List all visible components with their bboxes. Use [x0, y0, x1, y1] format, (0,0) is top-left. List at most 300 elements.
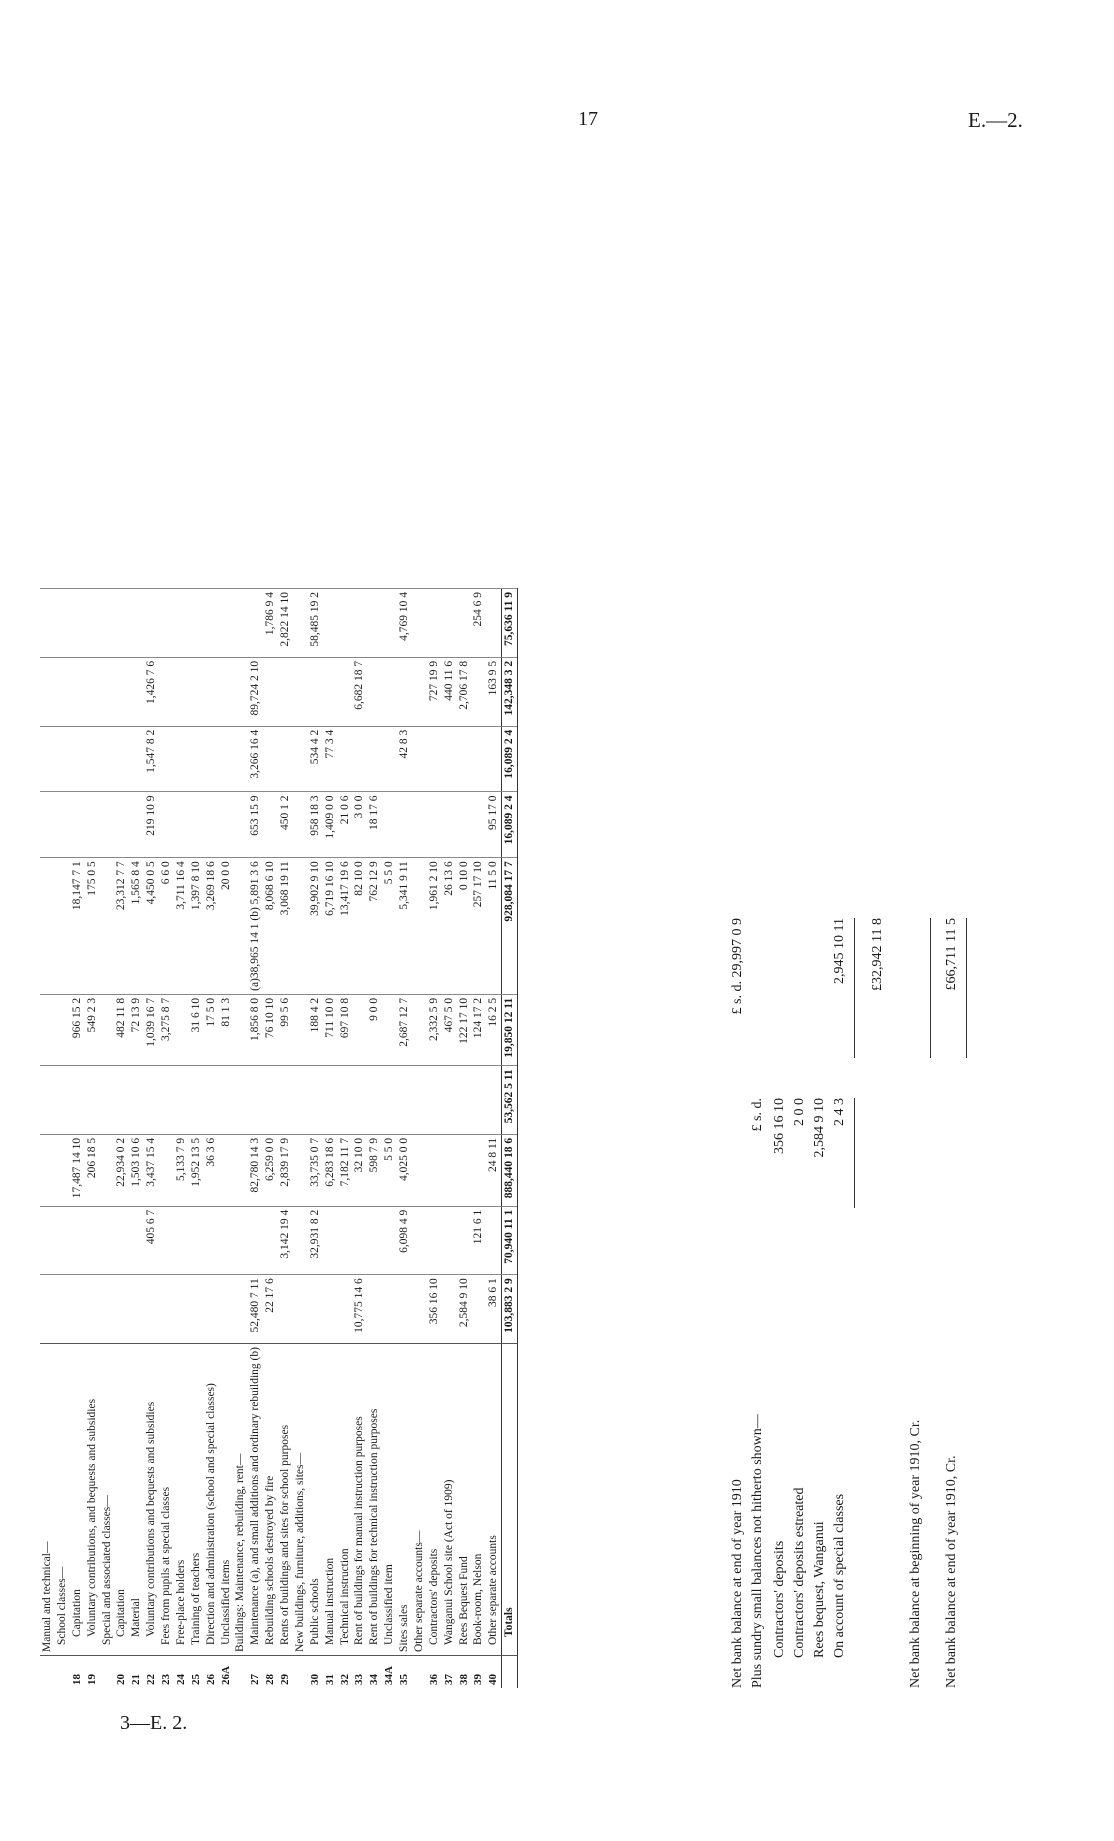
amount-cell: 163 9 5 — [486, 657, 501, 726]
amount-cell — [70, 657, 85, 726]
amount-cell — [323, 657, 338, 726]
amount-cell — [382, 1275, 397, 1344]
amount-cell — [219, 589, 234, 658]
row-description: Book-room, Nelson — [471, 1344, 486, 1656]
amount-cell — [189, 1275, 204, 1344]
amount-cell — [367, 657, 382, 726]
amount-cell — [159, 589, 174, 658]
amount-cell: 966 15 2 — [70, 994, 85, 1066]
table-row — [293, 589, 308, 1689]
amount-cell: 82 10 0 — [352, 858, 367, 995]
balance-amount-total: £32,942 11 8 — [870, 918, 885, 991]
amount-cell — [219, 1206, 234, 1274]
amount-cell — [442, 589, 457, 658]
amount-cell: 2,706 17 8 — [457, 657, 472, 726]
amount-cell: 1,426 7 6 — [144, 657, 159, 726]
amount-cell: 82,780 14 3 — [248, 1134, 263, 1206]
balance-amount-total: £66,711 11 5 — [944, 918, 959, 991]
amount-cell — [248, 1206, 263, 1274]
amount-cell — [278, 1275, 293, 1344]
amount-cell — [338, 589, 353, 658]
amount-cell: 3,266 16 4 — [248, 726, 263, 792]
amount-cell: 13,417 19 6 — [338, 858, 353, 995]
row-description: Contractors' deposits — [427, 1344, 442, 1656]
amount-cell: 1,409 0 0 — [323, 792, 338, 858]
amount-cell — [382, 589, 397, 658]
amount-cell — [100, 1275, 115, 1344]
amount-cell — [397, 657, 412, 726]
table-row — [278, 589, 293, 1689]
amount-cell — [308, 1275, 323, 1344]
amount-cell — [55, 589, 70, 658]
amount-cell — [412, 657, 427, 726]
amount-cell — [40, 1206, 55, 1274]
amount-cell — [100, 994, 115, 1066]
amount-cell: 36 3 6 — [204, 1134, 219, 1206]
table-row — [263, 589, 278, 1689]
amount-cell: 6,283 18 6 — [323, 1134, 338, 1206]
row-description: Other separate accounts — [486, 1344, 501, 1656]
amount-cell — [189, 1206, 204, 1274]
row-number: 18 — [70, 1656, 85, 1688]
amount-cell: 16,089 2 4 — [502, 792, 518, 858]
table-row — [338, 589, 353, 1689]
amount-cell — [114, 726, 129, 792]
amount-cell: 6,098 4 9 — [397, 1206, 412, 1274]
amount-cell — [457, 726, 472, 792]
amount-cell: 53,562 5 11 — [502, 1066, 518, 1134]
amount-cell — [55, 1066, 70, 1134]
amount-cell: 11 5 0 — [486, 858, 501, 995]
amount-cell — [40, 657, 55, 726]
amount-cell: 2,822 14 10 — [278, 589, 293, 658]
table-row — [442, 589, 457, 1689]
amount-cell: 72 13 9 — [129, 994, 144, 1066]
amount-cell: 6,682 18 7 — [352, 657, 367, 726]
amount-cell — [114, 657, 129, 726]
row-description: Rent of buildings for technical instruction purposes — [367, 1344, 382, 1656]
row-number: 25 — [189, 1656, 204, 1688]
amount-cell — [427, 1206, 442, 1274]
amount-cell — [367, 726, 382, 792]
amount-cell: 1,961 2 10 — [427, 858, 442, 995]
amount-cell — [174, 1206, 189, 1274]
amount-cell: 467 5 0 — [442, 994, 457, 1066]
amount-cell — [486, 1206, 501, 1274]
summary-rule — [854, 1098, 855, 1208]
amount-cell — [352, 726, 367, 792]
amount-cell: 206 18 5 — [85, 1134, 100, 1206]
amount-cell — [263, 657, 278, 726]
amount-cell: 26 13 6 — [442, 858, 457, 995]
row-number: 19 — [85, 1656, 100, 1688]
amount-cell: 2,687 12 7 — [397, 994, 412, 1066]
amount-cell: 1,397 8 10 — [189, 858, 204, 995]
amount-cell — [367, 1275, 382, 1344]
amount-cell — [219, 1066, 234, 1134]
table-row — [412, 589, 427, 1689]
amount-cell — [278, 1066, 293, 1134]
row-number: 21 — [129, 1656, 144, 1688]
amount-cell — [159, 792, 174, 858]
amount-cell — [40, 1134, 55, 1206]
amount-cell — [189, 726, 204, 792]
amount-cell — [219, 726, 234, 792]
amount-cell — [40, 1275, 55, 1344]
amount-cell — [233, 1066, 248, 1134]
amount-cell: 3,437 15 4 — [144, 1134, 159, 1206]
amount-cell — [219, 1134, 234, 1206]
table-row — [397, 589, 412, 1689]
amount-cell — [323, 1066, 338, 1134]
amount-cell — [293, 1066, 308, 1134]
amount-cell — [471, 657, 486, 726]
row-description: Other separate accounts— — [412, 1344, 427, 1656]
table-row — [159, 589, 174, 1689]
amount-cell — [442, 1275, 457, 1344]
amount-cell — [40, 858, 55, 995]
amount-cell — [55, 1206, 70, 1274]
amount-cell — [40, 792, 55, 858]
row-description: Free-place holders — [174, 1344, 189, 1656]
amount-cell — [293, 1134, 308, 1206]
amount-cell — [278, 726, 293, 792]
table-row — [502, 589, 518, 1689]
amount-cell — [204, 657, 219, 726]
amount-cell: 5,133 7 9 — [174, 1134, 189, 1206]
amount-cell: 1,039 16 7 — [144, 994, 159, 1066]
amount-cell: 1,503 10 6 — [129, 1134, 144, 1206]
row-number: 24 — [174, 1656, 189, 1688]
amount-cell — [323, 1275, 338, 1344]
amount-cell — [189, 657, 204, 726]
amount-cell — [55, 726, 70, 792]
amount-cell: 122 17 10 — [457, 994, 472, 1066]
amount-cell — [352, 589, 367, 658]
amount-cell — [308, 1066, 323, 1134]
amount-cell — [397, 1275, 412, 1344]
amount-cell — [457, 792, 472, 858]
amount-cell — [442, 1206, 457, 1274]
balance-label: Net bank balance at end of year 1910 — [730, 1479, 745, 1688]
table-row — [308, 589, 323, 1689]
amount-cell — [486, 726, 501, 792]
amount-cell: 142,348 3 2 — [502, 657, 518, 726]
amount-cell: 19,850 12 11 — [502, 994, 518, 1066]
amount-cell: 17 5 0 — [204, 994, 219, 1066]
amount-cell: 124 17 2 — [471, 994, 486, 1066]
amount-cell — [204, 1066, 219, 1134]
row-description: Wanganui School site (Act of 1909) — [442, 1344, 457, 1656]
amount-cell: 23,312 7 7 — [114, 858, 129, 995]
table-row — [367, 589, 382, 1689]
amount-cell — [412, 1206, 427, 1274]
amount-cell: 1,952 13 5 — [189, 1134, 204, 1206]
amount-cell: 549 2 3 — [85, 994, 100, 1066]
amount-cell: 32,931 8 2 — [308, 1206, 323, 1274]
row-number: 26A — [219, 1656, 234, 1688]
amount-cell: 440 11 6 — [442, 657, 457, 726]
row-description: Technical instruction — [338, 1344, 353, 1656]
amount-cell — [40, 589, 55, 658]
amount-cell — [233, 1275, 248, 1344]
table-row — [174, 589, 189, 1689]
amount-cell — [442, 792, 457, 858]
row-description: Rebuilding schools destroyed by fire — [263, 1344, 278, 1656]
amount-cell: 219 10 9 — [144, 792, 159, 858]
amount-cell: 482 11 8 — [114, 994, 129, 1066]
amount-cell — [174, 589, 189, 658]
amount-cell — [367, 589, 382, 658]
row-number: 29 — [278, 1656, 293, 1688]
amount-cell — [233, 1134, 248, 1206]
amount-cell: 5 5 0 — [382, 1134, 397, 1206]
row-description: Fees from pupils at special classes — [159, 1344, 174, 1656]
table-row — [85, 589, 100, 1689]
amount-cell: 5 5 0 — [382, 858, 397, 995]
amount-cell — [100, 589, 115, 658]
amount-cell — [412, 726, 427, 792]
amount-cell — [412, 1134, 427, 1206]
amount-cell — [442, 1066, 457, 1134]
amount-cell — [471, 1134, 486, 1206]
amount-cell — [338, 1066, 353, 1134]
ledger-body — [40, 589, 518, 1689]
balance-amount-total: £ s. d. 29,997 0 9 — [730, 918, 745, 1015]
amount-cell: 2,839 17 9 — [278, 1134, 293, 1206]
amount-cell — [129, 589, 144, 658]
table-row — [427, 589, 442, 1689]
amount-cell — [367, 1066, 382, 1134]
balance-label: Rees bequest, Wanganui — [812, 1521, 827, 1658]
amount-cell — [114, 792, 129, 858]
amount-cell: 175 0 5 — [85, 858, 100, 995]
table-row — [323, 589, 338, 1689]
amount-cell — [457, 1066, 472, 1134]
amount-cell: 3,711 16 4 — [174, 858, 189, 995]
amount-cell: 39,902 9 10 — [308, 858, 323, 995]
amount-cell: 7,182 11 7 — [338, 1134, 353, 1206]
amount-cell — [457, 1134, 472, 1206]
amount-cell: 95 17 0 — [486, 792, 501, 858]
amount-cell — [293, 726, 308, 792]
row-number — [502, 1656, 518, 1688]
amount-cell — [263, 1066, 278, 1134]
amount-cell: 16 2 5 — [486, 994, 501, 1066]
amount-cell — [367, 1206, 382, 1274]
row-number: 30 — [308, 1656, 323, 1688]
amount-cell — [471, 726, 486, 792]
row-description: School classes— — [55, 1344, 70, 1656]
amount-cell — [70, 1066, 85, 1134]
amount-cell — [338, 726, 353, 792]
amount-cell — [442, 1134, 457, 1206]
row-number: 34A — [382, 1656, 397, 1688]
amount-cell — [486, 1066, 501, 1134]
amount-cell: 32 10 0 — [352, 1134, 367, 1206]
amount-cell: 70,940 11 1 — [502, 1206, 518, 1274]
row-number: 33 — [352, 1656, 367, 1688]
amount-cell: 450 1 2 — [278, 792, 293, 858]
table-row — [129, 589, 144, 1689]
row-number: 31 — [323, 1656, 338, 1688]
amount-cell: 3,068 19 11 — [278, 858, 293, 995]
amount-cell: 42 8 3 — [397, 726, 412, 792]
amount-cell — [293, 792, 308, 858]
row-description: Rents of buildings and sites for school purposes — [278, 1344, 293, 1656]
amount-cell: 89,724 2 10 — [248, 657, 263, 726]
amount-cell — [174, 1275, 189, 1344]
amount-cell — [129, 792, 144, 858]
amount-cell: 52,480 7 11 — [248, 1275, 263, 1344]
rotated-table-content — [40, 168, 1060, 1688]
ledger-table — [40, 588, 518, 1688]
amount-cell — [55, 1134, 70, 1206]
amount-cell: 727 19 9 — [427, 657, 442, 726]
amount-cell: 18,147 7 1 — [70, 858, 85, 995]
amount-cell: 24 8 11 — [486, 1134, 501, 1206]
row-number — [293, 1656, 308, 1688]
amount-cell: 5,341 9 11 — [397, 858, 412, 995]
amount-cell — [85, 657, 100, 726]
amount-cell — [174, 1066, 189, 1134]
amount-cell: 33,735 0 7 — [308, 1134, 323, 1206]
row-number: 27 — [248, 1656, 263, 1688]
amount-cell — [233, 792, 248, 858]
amount-cell: 3,269 18 6 — [204, 858, 219, 995]
page-reference: E.—2. — [968, 108, 1023, 132]
amount-cell — [70, 726, 85, 792]
amount-cell — [352, 1206, 367, 1274]
amount-cell — [382, 1206, 397, 1274]
amount-cell: 99 5 6 — [278, 994, 293, 1066]
amount-cell — [338, 1206, 353, 1274]
amount-cell — [352, 1066, 367, 1134]
amount-cell — [427, 1066, 442, 1134]
amount-cell: 356 16 10 — [427, 1275, 442, 1344]
amount-cell: 2,332 5 9 — [427, 994, 442, 1066]
row-description: Maintenance (a), and small additions and ordinary rebuilding (b) — [248, 1344, 263, 1656]
balance-label: Plus sundry small balances not hitherto shown— — [750, 1414, 765, 1688]
amount-cell — [219, 657, 234, 726]
amount-cell — [55, 1275, 70, 1344]
table-row — [486, 589, 501, 1689]
row-number — [100, 1656, 115, 1688]
row-description: Rees Bequest Fund — [457, 1344, 472, 1656]
table-row — [114, 589, 129, 1689]
amount-cell: 16,089 2 4 — [502, 726, 518, 792]
row-number: 40 — [486, 1656, 501, 1688]
amount-cell — [100, 1134, 115, 1206]
table-row — [471, 589, 486, 1689]
amount-cell — [323, 1206, 338, 1274]
amount-cell: 928,084 17 7 — [502, 858, 518, 995]
amount-cell — [70, 589, 85, 658]
amount-cell: 1,786 9 4 — [263, 589, 278, 658]
amount-cell: 76 10 10 — [263, 994, 278, 1066]
row-number: 39 — [471, 1656, 486, 1688]
table-row — [144, 589, 159, 1689]
row-description: Unclassified item — [382, 1344, 397, 1656]
amount-cell — [70, 1275, 85, 1344]
amount-cell — [85, 1275, 100, 1344]
amount-cell — [233, 858, 248, 995]
amount-cell — [40, 726, 55, 792]
row-description: Manual and technical— — [40, 1344, 55, 1656]
amount-cell — [219, 792, 234, 858]
amount-cell — [100, 1206, 115, 1274]
amount-cell — [129, 657, 144, 726]
amount-cell — [174, 657, 189, 726]
row-number: 22 — [144, 1656, 159, 1688]
amount-cell — [293, 858, 308, 995]
amount-cell — [204, 792, 219, 858]
amount-cell — [338, 657, 353, 726]
amount-cell: 257 17 10 — [471, 858, 486, 995]
row-description: Special and associated classes— — [100, 1344, 115, 1656]
row-description: Material — [129, 1344, 144, 1656]
amount-cell: 888,440 18 6 — [502, 1134, 518, 1206]
row-number: 26 — [204, 1656, 219, 1688]
amount-cell — [159, 1206, 174, 1274]
amount-cell: 58,485 19 2 — [308, 589, 323, 658]
balance-amount-detail: 2 4 3 — [832, 1098, 847, 1126]
row-number: 28 — [263, 1656, 278, 1688]
amount-cell: 4,769 10 4 — [397, 589, 412, 658]
amount-cell — [55, 858, 70, 995]
row-description: Voluntary contributions, and bequests and subsidies — [85, 1344, 100, 1656]
summary-rule — [930, 918, 931, 1058]
amount-cell: 77 3 4 — [323, 726, 338, 792]
amount-cell — [85, 1066, 100, 1134]
amount-cell — [189, 1066, 204, 1134]
amount-cell — [457, 1206, 472, 1274]
amount-cell — [189, 589, 204, 658]
amount-cell — [159, 1066, 174, 1134]
amount-cell: 17,487 14 10 — [70, 1134, 85, 1206]
amount-cell — [382, 994, 397, 1066]
amount-cell: 6 6 0 — [159, 858, 174, 995]
balance-label: Net bank balance at end of year 1910, Cr. — [944, 1455, 959, 1688]
amount-cell — [144, 1066, 159, 1134]
amount-cell — [427, 726, 442, 792]
amount-cell — [174, 726, 189, 792]
amount-cell: 4,450 0 5 — [144, 858, 159, 995]
amount-cell — [486, 589, 501, 658]
table-row — [70, 589, 85, 1689]
amount-cell — [189, 792, 204, 858]
amount-cell: 4,025 0 0 — [397, 1134, 412, 1206]
amount-cell — [233, 589, 248, 658]
row-number — [412, 1656, 427, 1688]
amount-cell: 958 18 3 — [308, 792, 323, 858]
amount-cell — [382, 726, 397, 792]
amount-cell — [278, 657, 293, 726]
amount-cell — [129, 1275, 144, 1344]
amount-cell: 31 6 10 — [189, 994, 204, 1066]
amount-cell — [159, 1134, 174, 1206]
row-description: Voluntary contributions and bequests and subsidies — [144, 1344, 159, 1656]
amount-cell — [100, 1066, 115, 1134]
amount-cell: 697 10 8 — [338, 994, 353, 1066]
table-row — [233, 589, 248, 1689]
table-row — [457, 589, 472, 1689]
amount-cell — [55, 792, 70, 858]
amount-cell: 75,636 11 9 — [502, 589, 518, 658]
row-number: 34 — [367, 1656, 382, 1688]
amount-cell: 254 6 9 — [471, 589, 486, 658]
amount-cell — [397, 792, 412, 858]
